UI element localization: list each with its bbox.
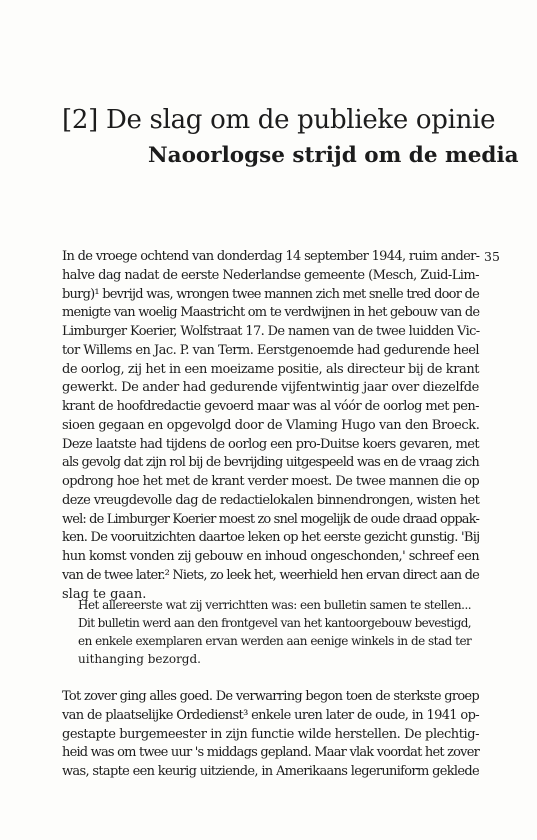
quote-line: Het allereerste wat zij verrichtten was: een bulletin samen te stellen... (78, 598, 472, 612)
chapter-number: [2] (62, 105, 98, 135)
text-line: opdrong hoe het met de krant verder moest. De twee mannen die op (62, 474, 480, 489)
text-line: sioen gegaan en opgevolgd door de Vlaming Hugo van den Broeck. (62, 417, 480, 433)
text-line: gestapte burgemeester in zijn functie wilde herstellen. De plechtig- (62, 726, 480, 742)
text-line: krant de hoofdredactie gevoerd maar was al vóór de oorlog met pen- (62, 399, 479, 414)
text-line: van de plaatselijke Ordedienst³ enkele uren later de oude, in 1941 op- (62, 707, 479, 723)
text-line: Deze laatste had tijdens de oorlog een pro-Duitse koers gevaren, met (62, 436, 479, 452)
text-line: hun komst vonden zij gebouw en inhoud ongeschonden,' schreef een (62, 549, 479, 564)
quote-line: uithanging bezorgd. (78, 652, 201, 666)
text-line: was, stapte een keurig uitziende, in Amerikaans legeruniform geklede (62, 764, 479, 779)
block-quote-text (78, 596, 471, 668)
text-line: Limburger Koerier, Wolfstraat 17. De namen van de twee luidden Vic- (62, 324, 480, 339)
block-quote (78, 596, 471, 668)
text-line: ken. De vooruitzichten daartoe leken op het eerste gezicht gunstig. 'Bij (62, 530, 480, 546)
text-line: wel: de Limburger Koerier moest zo snel mogelijk de oude draad oppak- (62, 511, 479, 527)
chapter-subtitle: Naoorlogse strijd om de media (148, 143, 519, 168)
chapter-title-text: De slag om de publieke opinie (105, 105, 496, 135)
text-line: In de vroege ochtend van donderdag 14 september 1944, ruim ander- (62, 249, 480, 264)
text-line: slag te gaan. (62, 586, 147, 602)
text-line: halve dag nadat de eerste Nederlandse gemeente (Mesch, Zuid-Lim- (62, 267, 480, 283)
quote-line: en enkele exemplaren ervan werden aan eenige winkels in de stad ter (78, 634, 472, 648)
text-line: menigte van woelig Maastricht om te verdwijnen in het gebouw van de (62, 305, 480, 321)
text-line: Tot zover ging alles goed. De verwarring begon toen de sterkste groep (62, 689, 479, 704)
text-line: deze vreugdevolle dag de redactielokalen binnendrongen, wisten het (62, 492, 480, 508)
paragraph-2 (62, 688, 479, 782)
paragraph-1-text (62, 248, 479, 604)
chapter-title (62, 104, 496, 136)
text-line: heid was om twee uur 's middags gepland. Maar vlak voordat het zover (62, 745, 479, 761)
text-line: burg)¹ bevrijd was, wrongen twee mannen zich met snelle tred door de (62, 286, 479, 302)
text-line: gewerkt. De ander had gedurende vijfentwintig jaar over diezelfde (62, 380, 479, 396)
quote-line: Dit bulletin werd aan den frontgevel van het kantoorgebouw bevestigd, (78, 616, 471, 630)
text-line: als gevolg dat zijn rol bij de bevrijding uitgespeeld was en de vraag zich (62, 455, 479, 471)
text-line: van de twee later.² Niets, zo leek het, weerhield hen ervan direct aan de (62, 567, 479, 583)
paragraph-1 (62, 248, 479, 604)
margin-page-number: 35 (484, 249, 500, 264)
text-line: tor Willems en Jac. P. van Term. Eerstgenoemde had gedurende heel (62, 342, 479, 358)
chapter-heading (62, 104, 519, 170)
paragraph-2-text (62, 688, 479, 782)
text-line: de oorlog, zij het in een moeizame positie, als directeur bij de krant (62, 361, 480, 377)
